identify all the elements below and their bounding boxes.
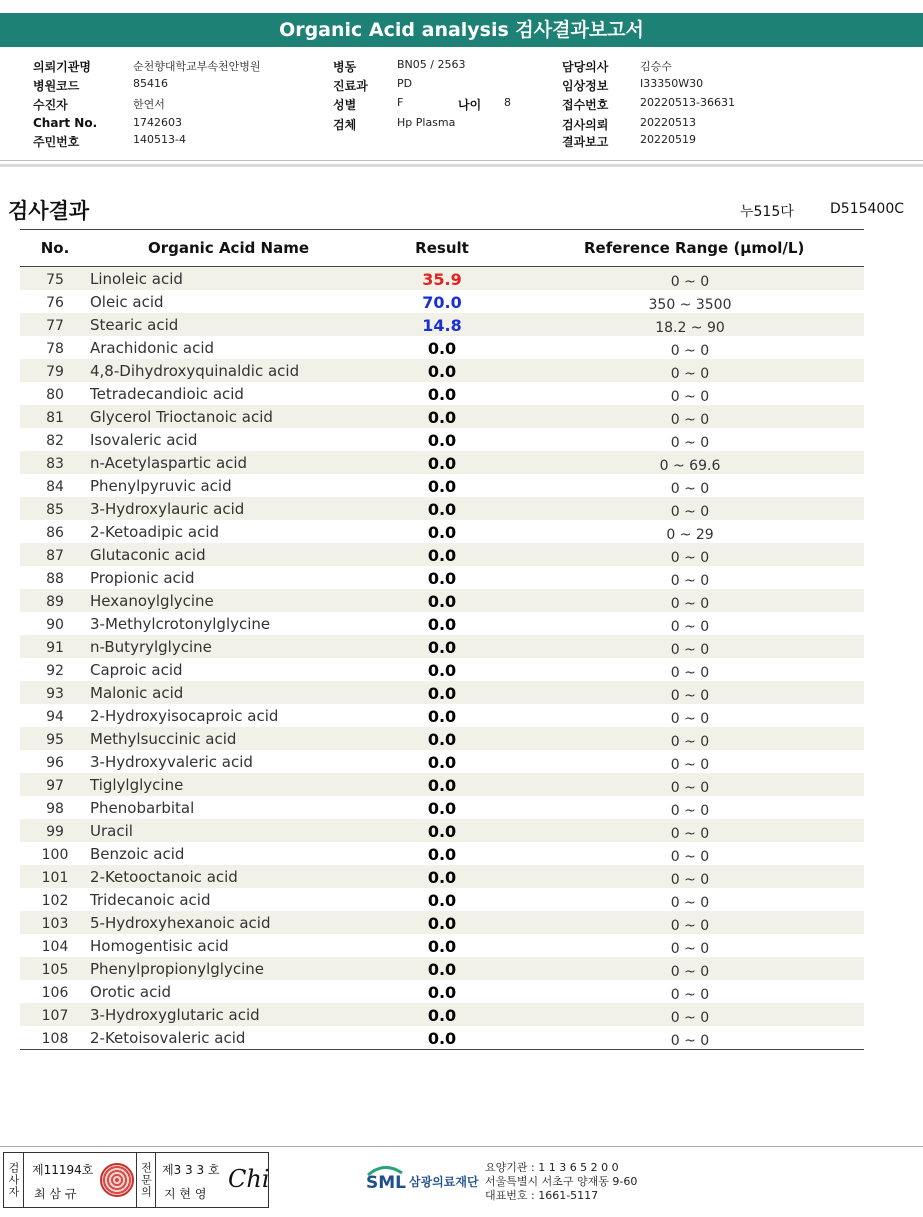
- hospital-value: 순천향대학교부속천안병원: [133, 60, 261, 73]
- table-row: [20, 704, 864, 727]
- clinical-value: I33350W30: [640, 77, 704, 90]
- result-value: 0.0: [427, 822, 457, 841]
- result-value: 0.0: [427, 914, 457, 933]
- row-number: 83: [46, 456, 64, 472]
- reference-range: 0 ~ 0: [670, 780, 710, 796]
- row-number: 89: [46, 594, 64, 610]
- divider: [0, 164, 923, 167]
- specimen-label: 검체: [333, 118, 357, 132]
- table-row: [20, 359, 864, 382]
- result-value: 0.0: [427, 638, 457, 657]
- sml-logo: [364, 1163, 479, 1203]
- section-code-1: 누515다: [740, 204, 794, 220]
- acid-name: 4,8-Dihydroxyquinaldic acid: [90, 362, 300, 380]
- reference-range: 0 ~ 0: [670, 596, 710, 612]
- result-value: 0.0: [427, 753, 457, 772]
- acid-name: Uracil: [90, 822, 133, 840]
- result-value: 0.0: [427, 1006, 457, 1025]
- result-value: 0.0: [427, 408, 457, 427]
- age-label: 나이: [458, 98, 482, 112]
- reference-range: 0 ~ 0: [670, 1033, 710, 1049]
- row-number: 84: [46, 479, 64, 495]
- table-row: [20, 451, 864, 474]
- table-row: [20, 382, 864, 405]
- table-row: [20, 865, 864, 888]
- acid-name: Phenylpropionylglycine: [90, 960, 265, 978]
- reference-range: 0 ~ 0: [670, 734, 710, 750]
- acid-name: n-Butyrylglycine: [90, 638, 212, 656]
- age-value: 8: [504, 96, 511, 109]
- result-value: 14.8: [422, 316, 462, 335]
- reference-range: 0 ~ 0: [670, 274, 710, 290]
- table-row: [20, 474, 864, 497]
- acid-name: 2-Ketooctanoic acid: [90, 868, 238, 886]
- acid-name: Arachidonic acid: [90, 339, 215, 357]
- reference-range: 0 ~ 0: [670, 389, 710, 405]
- specialist-label: [136, 1153, 156, 1207]
- request-value: 20220513: [640, 116, 696, 129]
- specialist-label-text: 전문의: [139, 1162, 153, 1198]
- row-number: 75: [46, 272, 64, 288]
- resident-label: 주민번호: [33, 135, 80, 149]
- row-number: 98: [46, 801, 64, 817]
- row-number: 101: [41, 870, 69, 886]
- acid-name: Stearic acid: [90, 316, 179, 334]
- table-row: [20, 727, 864, 750]
- table-row: [20, 566, 864, 589]
- row-number: 106: [41, 985, 69, 1001]
- row-number: 96: [46, 755, 64, 771]
- table-row: [20, 980, 864, 1003]
- row-number: 90: [46, 617, 64, 633]
- row-number: 91: [46, 640, 64, 656]
- result-value: 0.0: [427, 385, 457, 404]
- corp-code: 요양기관 : 1 1 3 6 5 2 0 0: [485, 1161, 619, 1174]
- hospital-label: 의뢰기관명: [33, 60, 91, 74]
- reference-range: 350 ~ 3500: [648, 297, 732, 313]
- specialist-name: 지 현 영: [164, 1187, 207, 1201]
- hospital-code-label: 병원코드: [33, 79, 80, 93]
- dept-label: 진료과: [333, 79, 368, 93]
- results-table: [20, 229, 864, 1050]
- reference-range: 0 ~ 0: [670, 412, 710, 428]
- acid-name: 2-Ketoisovaleric acid: [90, 1029, 246, 1047]
- acid-name: Caproic acid: [90, 661, 183, 679]
- corp-address: 서울특별시 서초구 양재동 9-60: [485, 1175, 638, 1188]
- reference-range: 0 ~ 0: [670, 504, 710, 520]
- ward-label: 병동: [333, 60, 357, 74]
- table-row: [20, 520, 864, 543]
- result-value: 0.0: [427, 362, 457, 381]
- result-value: 0.0: [427, 845, 457, 864]
- table-row: [20, 497, 864, 520]
- hospital-code-value: 85416: [133, 77, 168, 90]
- reference-range: 0 ~ 0: [670, 366, 710, 382]
- row-number: 107: [41, 1008, 69, 1024]
- header-no: No.: [40, 239, 70, 257]
- row-number: 93: [46, 686, 64, 702]
- result-value: 0.0: [427, 339, 457, 358]
- result-value: 0.0: [427, 960, 457, 979]
- inspector-name: 최 삼 규: [34, 1187, 77, 1201]
- result-value: 0.0: [427, 684, 457, 703]
- chart-label: Chart No.: [33, 116, 98, 130]
- section-title: 검사결과: [8, 199, 90, 223]
- reference-range: 0 ~ 0: [670, 481, 710, 497]
- result-value: 0.0: [427, 615, 457, 634]
- result-report-label: 결과보고: [562, 135, 609, 149]
- reference-range: 0 ~ 69.6: [659, 458, 721, 474]
- row-number: 87: [46, 548, 64, 564]
- corp-info: [485, 1161, 637, 1203]
- row-number: 108: [41, 1031, 69, 1047]
- acid-name: Tetradecandioic acid: [90, 385, 244, 403]
- section-code-2: D515400C: [830, 201, 904, 217]
- reference-range: 0 ~ 0: [670, 941, 710, 957]
- sml-logo-text: SML: [366, 1173, 406, 1193]
- result-value: 0.0: [427, 661, 457, 680]
- reference-range: 0 ~ 0: [670, 435, 710, 451]
- result-value: 0.0: [427, 477, 457, 496]
- acid-name: Homogentisic acid: [90, 937, 229, 955]
- divider: [0, 160, 923, 161]
- result-value: 70.0: [422, 293, 462, 312]
- row-number: 78: [46, 341, 64, 357]
- row-number: 76: [46, 295, 64, 311]
- receipt-value: 20220513-36631: [640, 96, 735, 109]
- table-row: [20, 819, 864, 842]
- reference-range: 0 ~ 0: [670, 550, 710, 566]
- seal-stamp-icon: [100, 1163, 134, 1197]
- acid-name: 3-Hydroxyglutaric acid: [90, 1006, 260, 1024]
- acid-name: n-Acetylaspartic acid: [90, 454, 248, 472]
- acid-name: Malonic acid: [90, 684, 184, 702]
- row-number: 102: [41, 893, 69, 909]
- inspector-label-text: 검사자: [7, 1162, 20, 1198]
- result-value: 0.0: [427, 707, 457, 726]
- ward-value: BN05 / 2563: [397, 58, 466, 71]
- reference-range: 0 ~ 0: [670, 1010, 710, 1026]
- row-number: 95: [46, 732, 64, 748]
- reference-range: 0 ~ 0: [670, 987, 710, 1003]
- table-row: [20, 428, 864, 451]
- acid-name: Orotic acid: [90, 983, 172, 1001]
- table-row: [20, 589, 864, 612]
- sex-value: F: [397, 96, 404, 109]
- table-row: [20, 911, 864, 934]
- result-value: 0.0: [427, 1029, 457, 1048]
- table-row: [20, 612, 864, 635]
- reference-range: 0 ~ 0: [670, 688, 710, 704]
- acid-name: Glutaconic acid: [90, 546, 206, 564]
- result-value: 0.0: [427, 937, 457, 956]
- reference-range: 0 ~ 0: [670, 895, 710, 911]
- reference-range: 0 ~ 0: [670, 711, 710, 727]
- acid-name: Benzoic acid: [90, 845, 185, 863]
- table-row: [20, 934, 864, 957]
- specialist-number: 제3 3 3 호: [162, 1163, 220, 1177]
- result-value: 0.0: [427, 799, 457, 818]
- inspector-number: 제11194호: [32, 1163, 94, 1177]
- result-value: 0.0: [427, 546, 457, 565]
- acid-name: Propionic acid: [90, 569, 195, 587]
- acid-name: 2-Hydroxyisocaproic acid: [90, 707, 279, 725]
- doctor-label: 담당의사: [562, 60, 609, 74]
- acid-name: 3-Hydroxylauric acid: [90, 500, 245, 518]
- inspector-label: [4, 1153, 24, 1207]
- signature-box: [3, 1152, 269, 1208]
- specimen-value: Hp Plasma: [397, 116, 456, 129]
- row-number: 77: [46, 318, 64, 334]
- request-label: 검사의뢰: [562, 118, 609, 132]
- reference-range: 0 ~ 0: [670, 849, 710, 865]
- signature: Chi: [228, 1165, 270, 1193]
- table-row: [20, 267, 864, 290]
- table-row: [20, 750, 864, 773]
- reference-range: 0 ~ 29: [666, 527, 714, 543]
- reference-range: 0 ~ 0: [670, 826, 710, 842]
- table-row: [20, 957, 864, 980]
- table-row: [20, 336, 864, 359]
- result-value: 0.0: [427, 500, 457, 519]
- acid-name: 3-Hydroxyvaleric acid: [90, 753, 253, 771]
- table-row: [20, 681, 864, 704]
- chart-value: 1742603: [133, 116, 182, 129]
- result-value: 0.0: [427, 523, 457, 542]
- resident-value: 140513-4: [133, 133, 186, 146]
- acid-name: Methylsuccinic acid: [90, 730, 237, 748]
- reference-range: 0 ~ 0: [670, 642, 710, 658]
- reference-range: 0 ~ 0: [670, 343, 710, 359]
- reference-range: 0 ~ 0: [670, 964, 710, 980]
- acid-name: Phenylpyruvic acid: [90, 477, 232, 495]
- reference-range: 0 ~ 0: [670, 573, 710, 589]
- row-number: 103: [41, 916, 69, 932]
- acid-name: Linoleic acid: [90, 270, 183, 288]
- acid-name: Phenobarbital: [90, 799, 195, 817]
- row-number: 88: [46, 571, 64, 587]
- recipient-value: 한연서: [133, 98, 165, 111]
- row-number: 80: [46, 387, 64, 403]
- result-value: 35.9: [422, 270, 462, 289]
- acid-name: 2-Ketoadipic acid: [90, 523, 220, 541]
- result-value: 0.0: [427, 592, 457, 611]
- reference-range: 0 ~ 0: [670, 918, 710, 934]
- row-number: 92: [46, 663, 64, 679]
- result-report-value: 20220519: [640, 133, 696, 146]
- result-value: 0.0: [427, 983, 457, 1002]
- acid-name: 5-Hydroxyhexanoic acid: [90, 914, 271, 932]
- row-number: 94: [46, 709, 64, 725]
- reference-range: 0 ~ 0: [670, 872, 710, 888]
- sex-label: 성별: [333, 98, 357, 112]
- row-number: 104: [41, 939, 69, 955]
- table-row: [20, 1003, 864, 1026]
- row-number: 85: [46, 502, 64, 518]
- clinical-label: 임상정보: [562, 79, 609, 93]
- result-value: 0.0: [427, 431, 457, 450]
- table-row: [20, 773, 864, 796]
- table-body: [20, 267, 864, 1049]
- table-row: [20, 405, 864, 428]
- table-row: [20, 658, 864, 681]
- result-value: 0.0: [427, 454, 457, 473]
- row-number: 82: [46, 433, 64, 449]
- patient-info: [0, 56, 923, 156]
- report-title: Organic Acid analysis 검사결과보고서: [0, 13, 923, 47]
- org-name: 삼광의료재단: [409, 1175, 479, 1189]
- result-value: 0.0: [427, 868, 457, 887]
- row-number: 86: [46, 525, 64, 541]
- table-row: [20, 313, 864, 336]
- receipt-label: 접수번호: [562, 98, 609, 112]
- corp-phone: 대표번호 : 1661-5117: [485, 1189, 599, 1202]
- row-number: 105: [41, 962, 69, 978]
- header-name: Organic Acid Name: [148, 239, 310, 257]
- acid-name: Hexanoylglycine: [90, 592, 214, 610]
- row-number: 81: [46, 410, 64, 426]
- dept-value: PD: [397, 77, 413, 90]
- row-number: 79: [46, 364, 64, 380]
- result-value: 0.0: [427, 891, 457, 910]
- acid-name: Oleic acid: [90, 293, 164, 311]
- table-row: [20, 290, 864, 313]
- table-row: [20, 842, 864, 865]
- acid-name: Isovaleric acid: [90, 431, 198, 449]
- table-row: [20, 543, 864, 566]
- acid-name: Glycerol Trioctanoic acid: [90, 408, 273, 426]
- reference-range: 0 ~ 0: [670, 619, 710, 635]
- result-value: 0.0: [427, 776, 457, 795]
- acid-name: Tridecanoic acid: [90, 891, 211, 909]
- header-reference: Reference Range (μmol/L): [584, 239, 805, 257]
- result-value: 0.0: [427, 569, 457, 588]
- table-bottom-rule: [20, 1049, 864, 1050]
- reference-range: 18.2 ~ 90: [655, 320, 725, 336]
- reference-range: 0 ~ 0: [670, 757, 710, 773]
- reference-range: 0 ~ 0: [670, 803, 710, 819]
- table-row: [20, 1026, 864, 1049]
- table-row: [20, 635, 864, 658]
- row-number: 97: [46, 778, 64, 794]
- acid-name: Tiglylglycine: [90, 776, 184, 794]
- result-value: 0.0: [427, 730, 457, 749]
- row-number: 99: [46, 824, 64, 840]
- recipient-label: 수진자: [33, 98, 68, 112]
- footer-divider: [0, 1146, 923, 1147]
- table-row: [20, 888, 864, 911]
- reference-range: 0 ~ 0: [670, 665, 710, 681]
- header-result: Result: [415, 239, 469, 257]
- acid-name: 3-Methylcrotonylglycine: [90, 615, 271, 633]
- row-number: 100: [41, 847, 69, 863]
- table-header: [20, 229, 864, 267]
- table-row: [20, 796, 864, 819]
- doctor-value: 김승수: [640, 60, 672, 73]
